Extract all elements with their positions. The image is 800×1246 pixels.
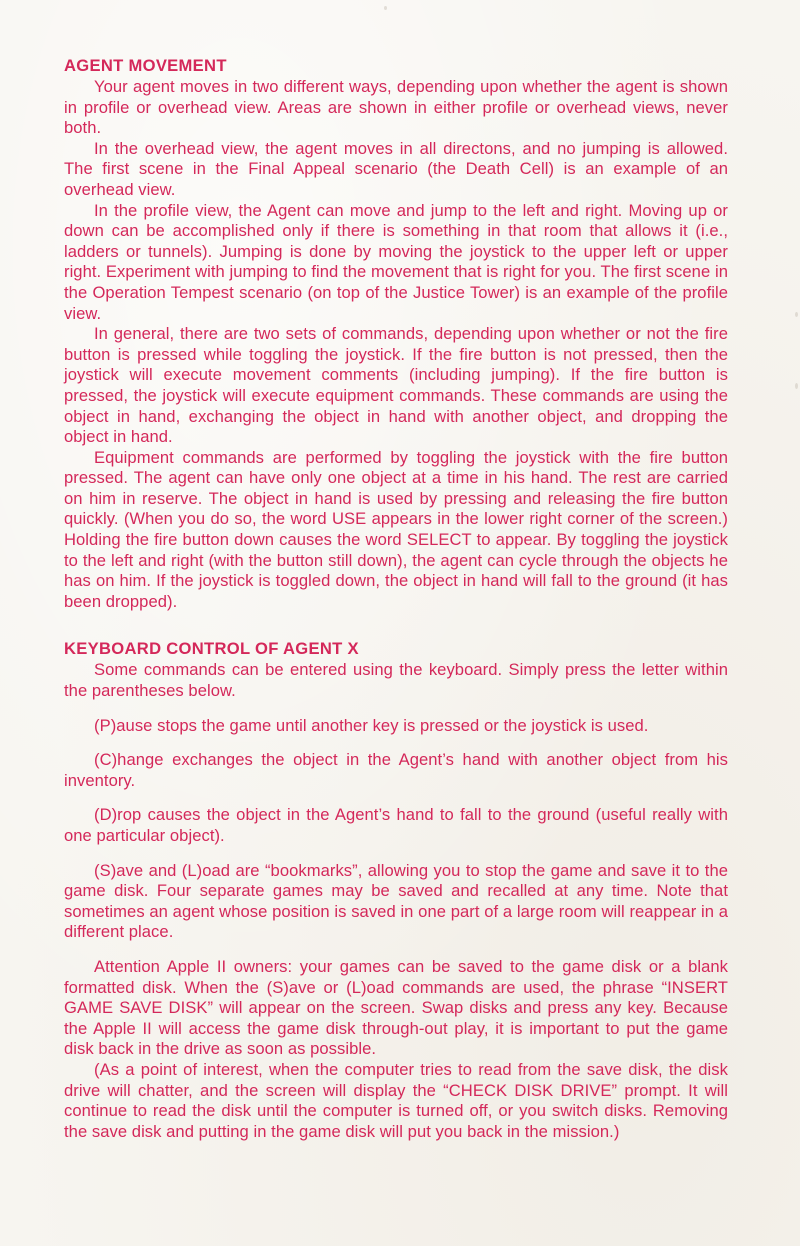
command-change: (C)hange exchanges the object in the Agent’s hand with another object from his inventory.	[64, 750, 728, 790]
command-save-load: (S)ave and (L)oad are “bookmarks”, allowing you to stop the game and save it to the game disk. Four separate games may be saved and recalled at any time. Note that sometimes an agent whose position is saved in one part of a large room will reappear in a different place.	[64, 860, 728, 942]
paper-speck	[795, 312, 798, 317]
keyboard-control-section	[64, 638, 728, 1142]
agent-movement-section	[64, 55, 728, 612]
paragraph: Some commands can be entered using the keyboard. Simply press the letter within the parentheses below.	[64, 660, 728, 701]
interest-note: (As a point of interest, when the computer tries to read from the save disk, the disk drive will chatter, and the screen will display the “CHECK DISK DRIVE” prompt. It will continue to read the disk until the computer is turned off, or you switch disks. Removing the save disk and putting in the game disk will put you back in the mission.)	[64, 1059, 728, 1141]
page-content	[64, 55, 728, 1142]
paragraph: Equipment commands are performed by toggling the joystick with the fire button pressed. The agent can have only one object at a time in his hand. The rest are carried on him in reserve. The object in hand is used by pressing and releasing the fire button quickly. (When you do so, the word USE appears in the lower right corner of the screen.) Holding the fire button down causes the word SELECT to appear. By toggling the joystick to the left and right (with the button still down), the agent can cycle through the objects he has on him. If the joystick is toggled down, the object in hand will fall to the ground (it has been dropped).	[64, 447, 728, 611]
command-drop: (D)rop causes the object in the Agent’s hand to fall to the ground (useful really with one particular object).	[64, 805, 728, 845]
paragraph: Your agent moves in two different ways, depending upon whether the agent is shown in profile or overhead view. Areas are shown in either profile or overhead views, never both.	[64, 77, 728, 138]
paragraph: In the profile view, the Agent can move and jump to the left and right. Moving up or down can be accomplished only if there is something in that room that allows it (i.e., ladders or tunnels). Jumping is done by moving the joystick to the upper left or upper right. Experiment with jumping to find the movement that is right for you. The first scene in the Operation Tempest scenario (on top of the Justice Tower) is an example of the profile view.	[64, 200, 728, 323]
paragraph: In the overhead view, the agent moves in all directons, and no jumping is allowed. The first scene in the Final Appeal scenario (the Death Cell) is an example of an overhead view.	[64, 138, 728, 199]
section-heading: AGENT MOVEMENT	[64, 56, 227, 75]
apple-note: Attention Apple II owners: your games can be saved to the game disk or a blank formatted disk. When the (S)ave or (L)oad commands are used, the phrase “INSERT GAME SAVE DISK” will appear on the screen. Swap disks and press any key. Because the Apple II will access the game disk through-out play, it is important to put the game disk back in the drive as soon as possible.	[64, 956, 728, 1059]
command-pause: (P)ause stops the game until another key is pressed or the joystick is used.	[94, 715, 649, 735]
paper-speck	[384, 6, 387, 10]
paper-speck	[795, 383, 798, 389]
section-heading: KEYBOARD CONTROL OF AGENT X	[64, 639, 359, 659]
paragraph: In general, there are two sets of commands, depending upon whether or not the fire button is pressed while toggling the joystick. If the fire button is not pressed, then the joystick will execute movement comments (including jumping). If the fire button is pressed, the joystick will execute equipment commands. These commands are using the object in hand, exchanging the object in hand with another object, and dropping the object in hand.	[64, 324, 728, 447]
